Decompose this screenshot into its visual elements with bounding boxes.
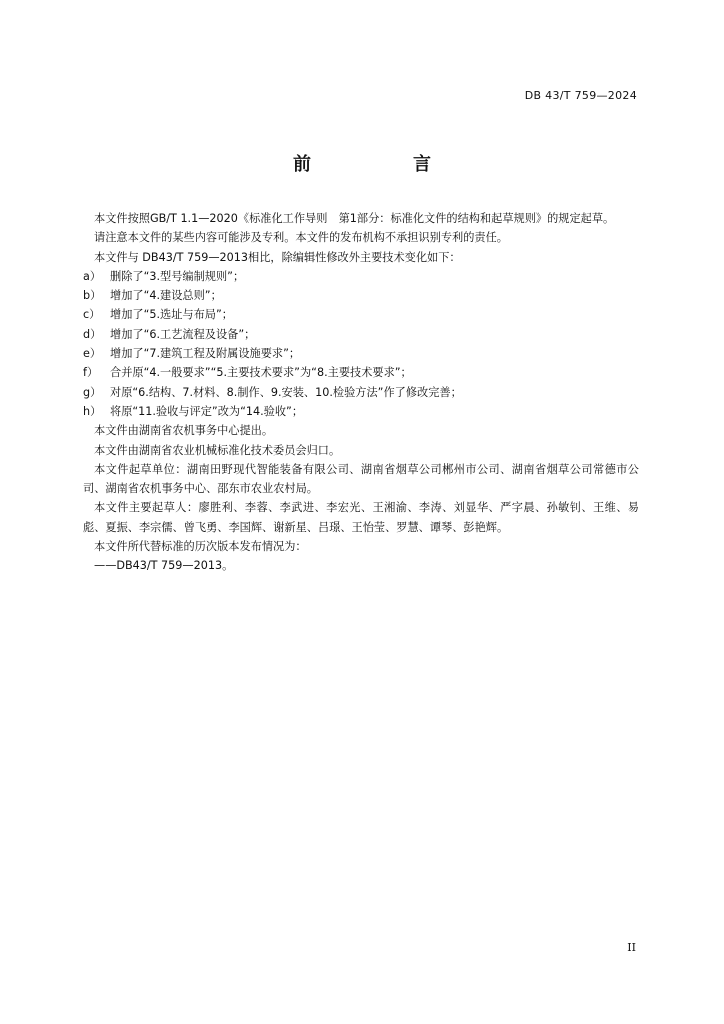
list-item [83,305,639,324]
patent-notice-paragraph: 请注意本文件的某些内容可能涉及专利。本文件的发布机构不承担识别专利的责任。 [94,231,508,245]
section-title: 前 言 [293,154,473,175]
list-item-text: 删除了“3.型号编制规则”； [110,269,245,283]
list-item [83,344,639,363]
list-item [83,286,639,305]
changes-intro-paragraph: 本文件与 DB43/T 759—2013相比，除编辑性修改外主要技术变化如下： [94,250,461,264]
list-item-text: 合并原“4.一般要求”“5.主要技术要求”为“8.主要技术要求”； [110,366,412,380]
page-number: II [627,941,636,954]
list-marker: c） [83,308,101,322]
list-item-text: 增加了“4.建设总则”； [110,289,222,303]
list-item-text: 增加了“6.工艺流程及设备”； [110,327,256,341]
list-marker: b） [83,289,102,303]
drafting-basis-paragraph: 本文件按照GB/T 1.1—2020《标准化工作导则 第1部分：标准化文件的结构和起草规则》的规定起草。 [94,212,615,225]
drafting-units-paragraph: 本文件起草单位：湖南田野现代智能装备有限公司、湖南省烟草公司郴州市公司、湖南省烟草公司常德市公司、湖南省农机事务中心、邵东市农业农村局。 [83,462,639,496]
list-marker: g） [83,385,102,399]
changes-list [83,267,639,421]
list-marker: f） [83,366,99,380]
document-code: DB 43/T 759—2024 [524,89,637,102]
list-item [83,325,639,344]
list-item [83,402,639,421]
proposed-by-paragraph: 本文件由湖南省农机事务中心提出。 [94,424,274,438]
list-item-text: 将原“11.验收与评定”改为“14.验收”； [110,404,304,418]
list-marker: a） [83,269,102,283]
list-item [83,363,639,382]
history-intro-paragraph: 本文件所代替标准的历次版本发布情况为： [94,540,307,554]
list-item [83,383,639,402]
list-item-text: 增加了“5.选址与布局”； [110,308,233,322]
list-marker: h） [83,404,102,418]
list-item-text: 对原“6.结构、7.材料、8.制作、9.安装、10.检验方法”作了修改完善； [110,385,462,399]
list-item-text: 增加了“7.建筑工程及附属设施要求”； [110,347,301,361]
list-marker: e） [83,347,102,361]
foreword-body [83,209,639,576]
history-item: ——DB43/T 759—2013。 [94,559,234,573]
list-marker: d） [83,327,102,341]
managed-by-paragraph: 本文件由湖南省农业机械标准化技术委员会归口。 [94,443,341,457]
list-item [83,267,639,286]
drafters-paragraph: 本文件主要起草人：廖胜利、李蓉、李武进、李宏光、王湘渝、李涛、刘显华、严字晨、孙敏钊、王维、易彪、夏振、李宗儒、曾飞勇、李国辉、谢新星、吕璟、王怡莹、罗慧、谭琴、彭艳辉。 [83,501,639,534]
